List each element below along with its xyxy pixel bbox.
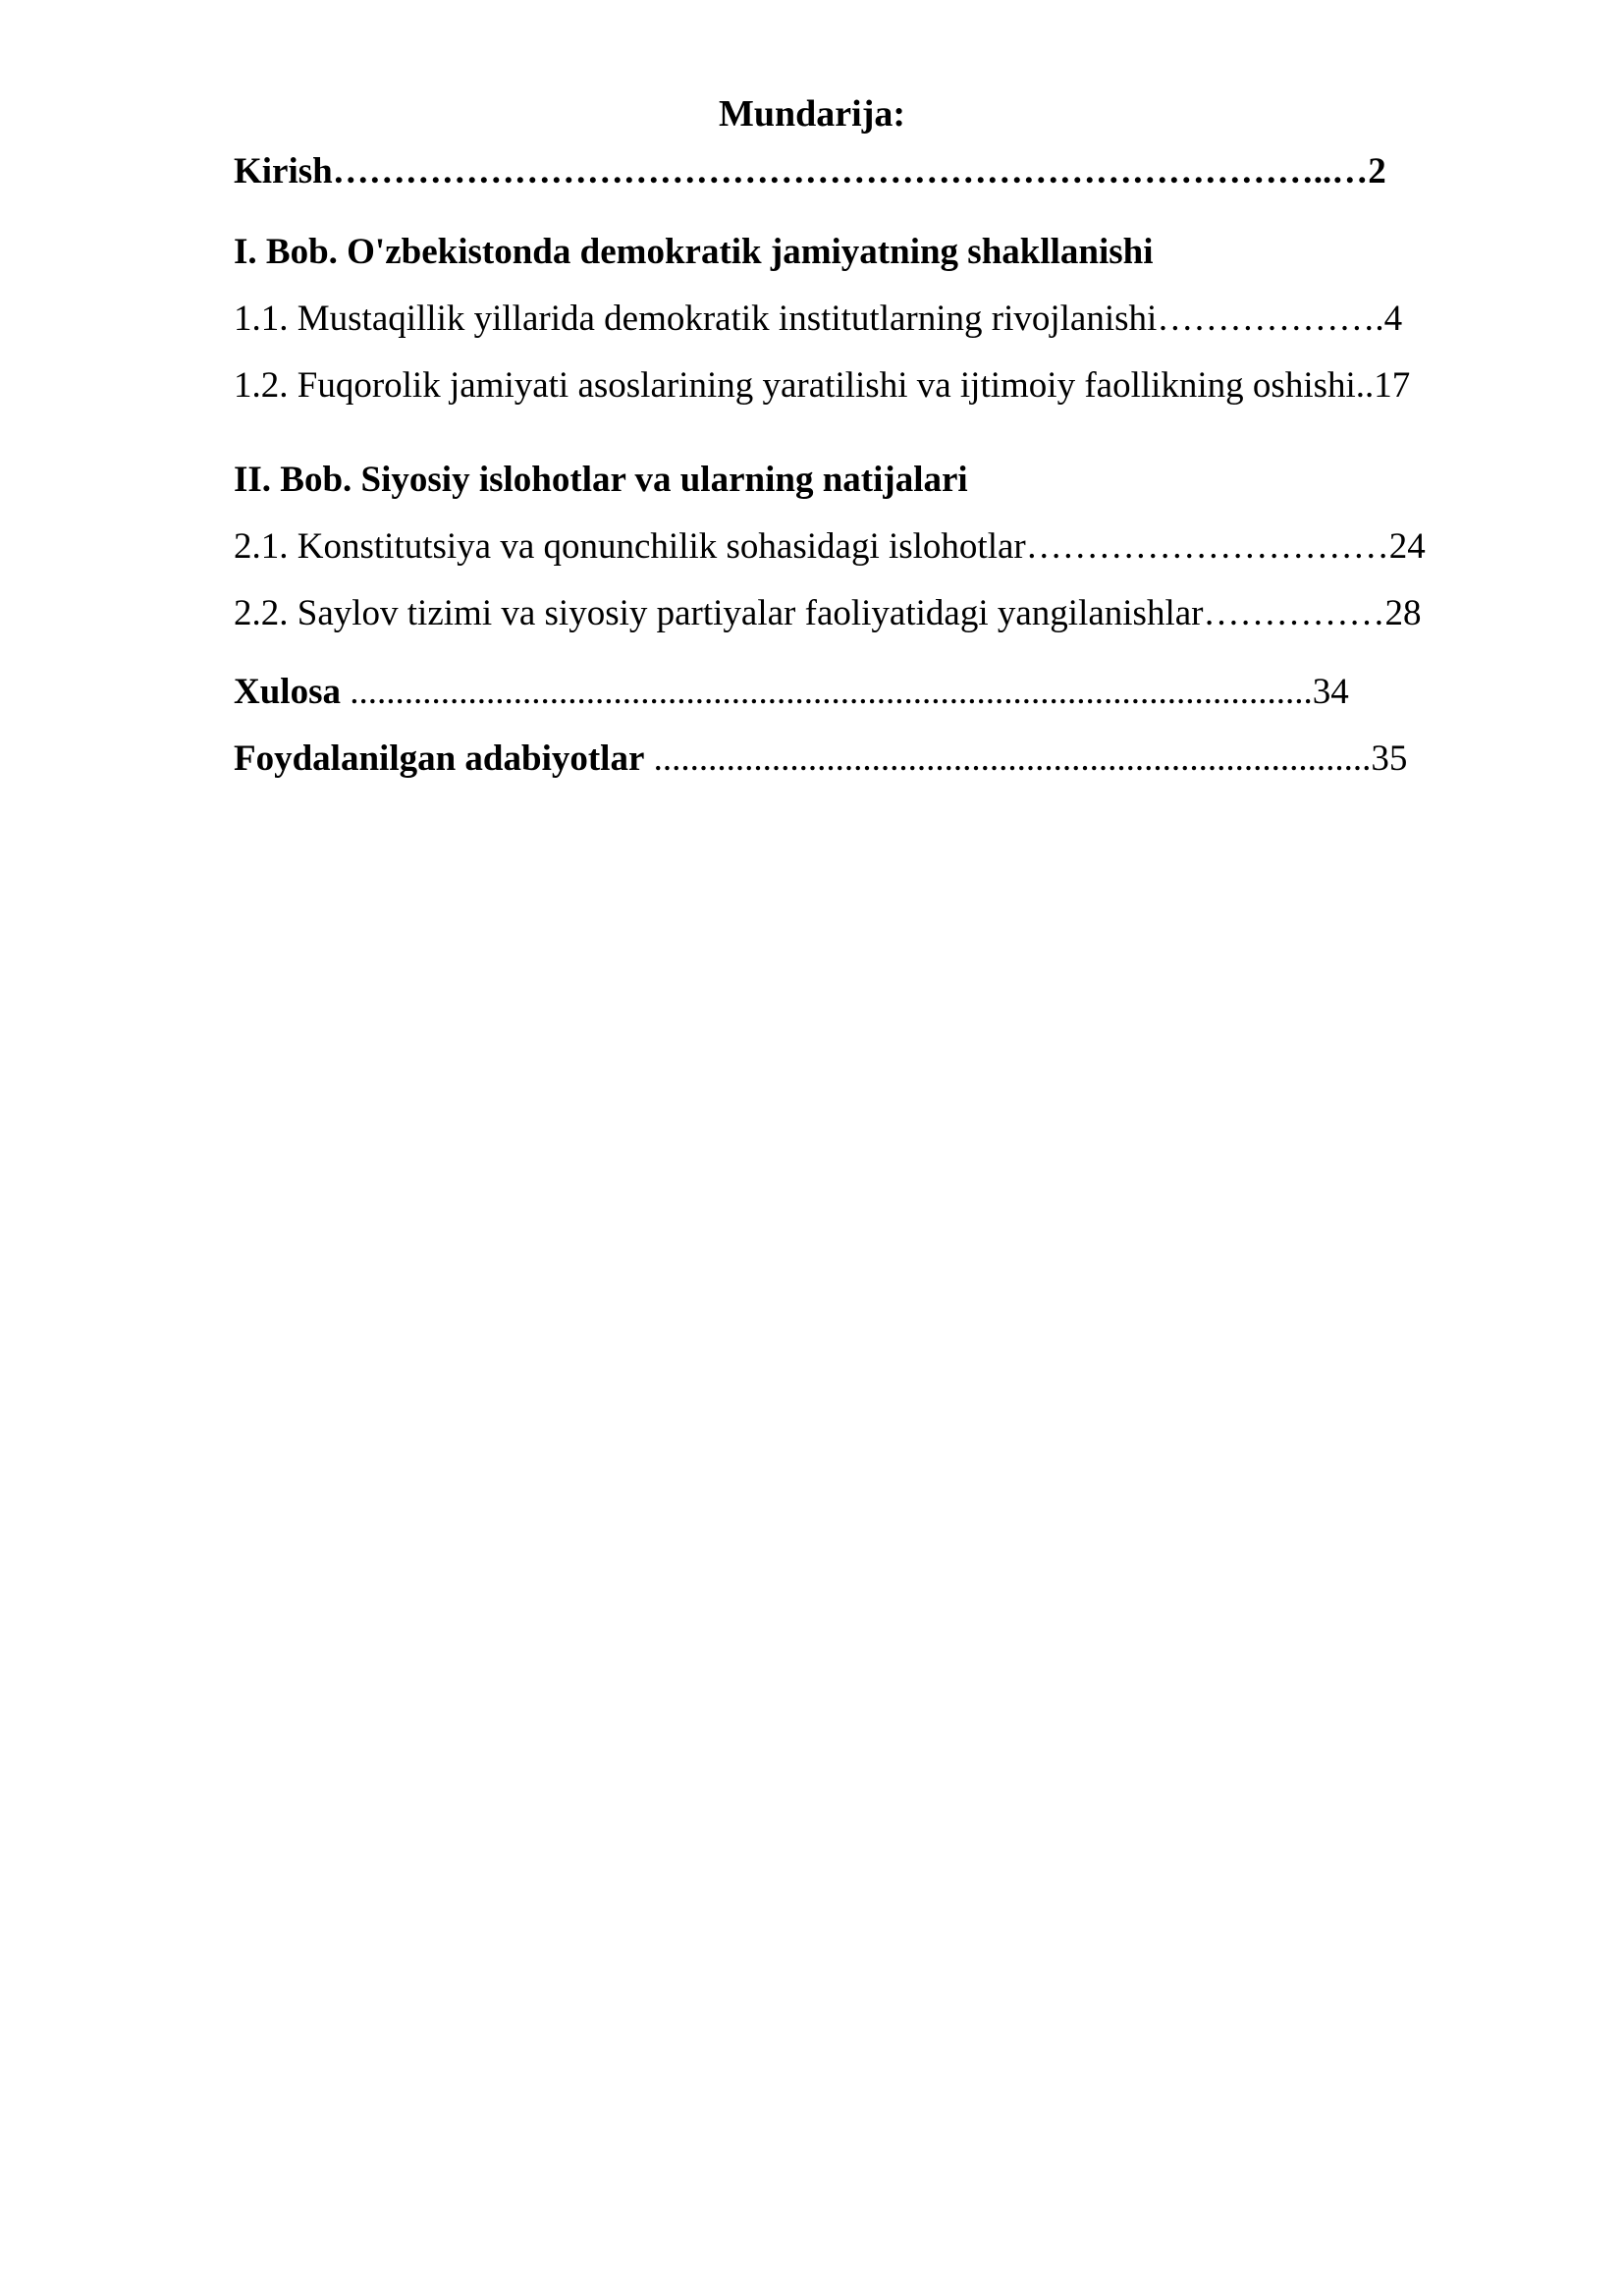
toc-entry-page: 24 [1388, 526, 1426, 567]
toc-entry-text: Xulosa [234, 672, 341, 712]
toc-entry-page: 2 [1368, 151, 1386, 191]
toc-entry-text: 1.2. Fuqorolik jamiyati asoslarining yaratilishi va ijtimoiy faollikning oshishi [234, 365, 1356, 406]
toc-entry-text: Kirish [234, 151, 333, 191]
toc-entry-leader: ………………. [1157, 299, 1384, 339]
toc-section-1-1 [234, 297, 1402, 342]
toc-entry-text: I. Bob. O'zbekistonda demokratik jamiyatning shakllanishi [234, 232, 1154, 272]
toc-entry-text: II. Bob. Siyosiy islohotlar va ularning natijalari [234, 460, 968, 500]
toc-chapter-2-heading [234, 458, 968, 503]
toc-entry-text: 2.1. Konstitutsiya va qonunchilik sohasidagi islohotlar [234, 526, 1026, 567]
toc-section-2-2 [234, 591, 1421, 636]
toc-section-1-2 [234, 363, 1410, 409]
toc-entry-kirish [234, 149, 1386, 194]
toc-entry-text: Foydalanilgan adabiyotlar [234, 738, 645, 779]
toc-section-2-1 [234, 524, 1426, 570]
toc-entry-page: 4 [1383, 299, 1403, 339]
toc-entry-leader: .. [1355, 365, 1375, 406]
toc-entry-page: 34 [1312, 672, 1349, 712]
toc-entry-text: 1.1. Mustaqillik yillarida demokratik institutlarning rivojlanishi [234, 299, 1158, 339]
toc-entry-page: 17 [1374, 365, 1411, 406]
toc-entry-page: 28 [1384, 593, 1422, 633]
toc-chapter-1-heading [234, 230, 1154, 275]
toc-title: Mundarija: [719, 93, 905, 135]
toc-entry-foydalanilgan-adabiyotlar [234, 737, 1407, 782]
toc-entry-leader: ………………………… [1025, 526, 1389, 567]
toc-entry-leader: .......................................................................................................... [340, 672, 1313, 712]
toc-entry-leader: ………………………………………………………………………..… [332, 151, 1369, 191]
toc-entry-xulosa [234, 670, 1349, 715]
toc-entry-leader: …………… [1203, 593, 1385, 633]
toc-entry-page: 35 [1371, 738, 1408, 779]
toc-entry-text: 2.2. Saylov tizimi va siyosiy partiyalar faoliyatidagi yangilanishlar [234, 593, 1204, 633]
toc-entry-leader: ............................................................................... [644, 738, 1372, 779]
